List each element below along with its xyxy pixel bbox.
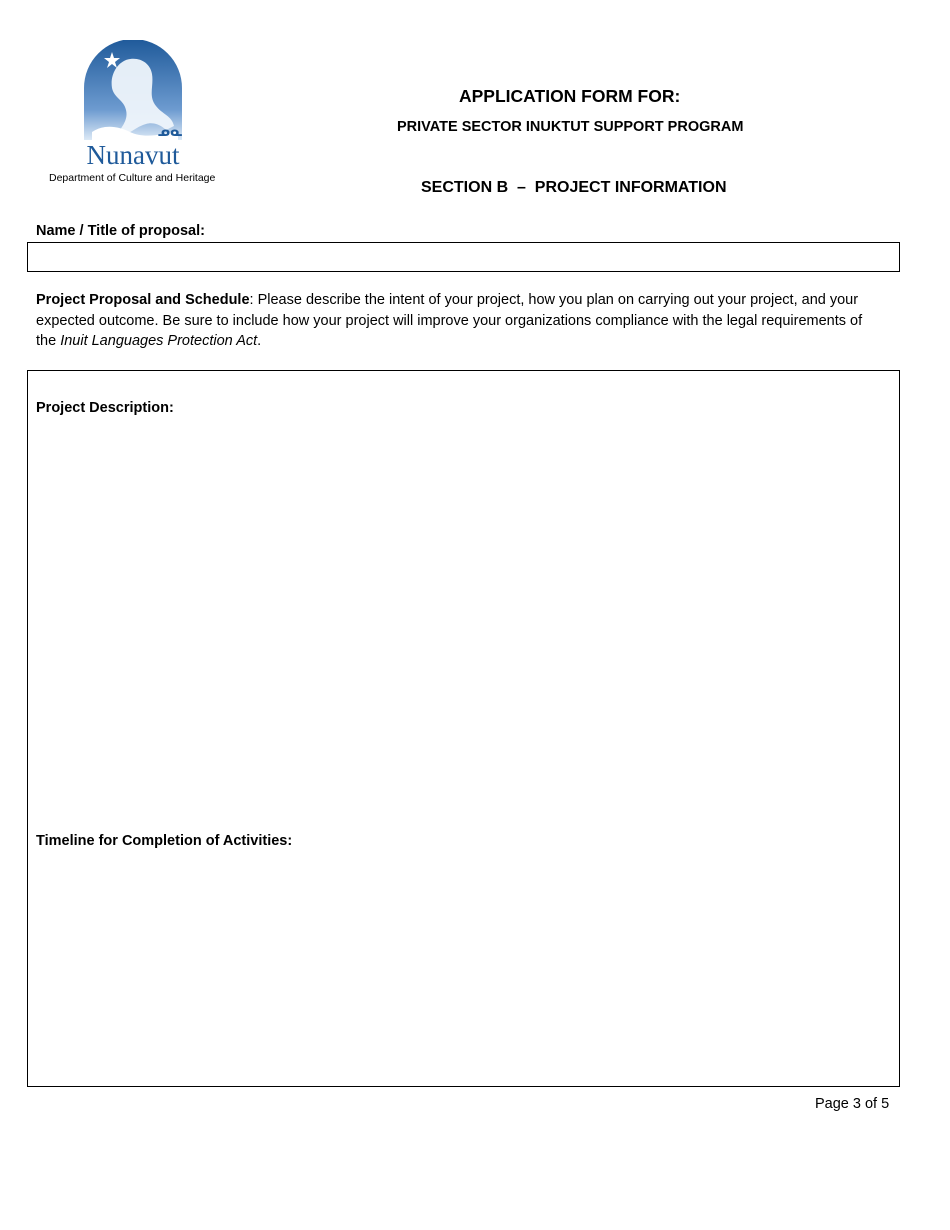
timeline-label: Timeline for Completion of Activities: xyxy=(36,833,293,849)
project-description-area[interactable] xyxy=(27,370,900,1087)
department-name: Department of Culture and Heritage xyxy=(49,172,216,184)
proposal-heading: Project Proposal and Schedule xyxy=(36,292,250,308)
program-title: PRIVATE SECTOR INUKTUT SUPPORT PROGRAM xyxy=(397,119,744,135)
logo-wordmark: Nunavut xyxy=(86,140,180,168)
section-title: SECTION B – PROJECT INFORMATION xyxy=(421,179,727,196)
act-name: Inuit Languages Protection Act xyxy=(60,333,258,349)
proposal-name-field[interactable] xyxy=(27,242,900,272)
proposal-instructions xyxy=(36,290,866,352)
form-title: APPLICATION FORM FOR: xyxy=(459,86,681,106)
svg-text:ᓄᓇ: ᓄᓇ xyxy=(158,125,183,140)
proposal-end: . xyxy=(257,333,262,349)
project-description-label: Project Description: xyxy=(36,400,174,416)
proposal-text: : Please describe the intent of your project, how you plan on carrying out your project, and your expected outcome. Be sure to include how your project will improve your organizations compliance with the legal requirements of the xyxy=(36,292,863,349)
nunavut-logo xyxy=(80,40,186,168)
proposal-name-label: Name / Title of proposal: xyxy=(36,223,205,239)
page-number: Page 3 of 5 xyxy=(815,1096,890,1112)
